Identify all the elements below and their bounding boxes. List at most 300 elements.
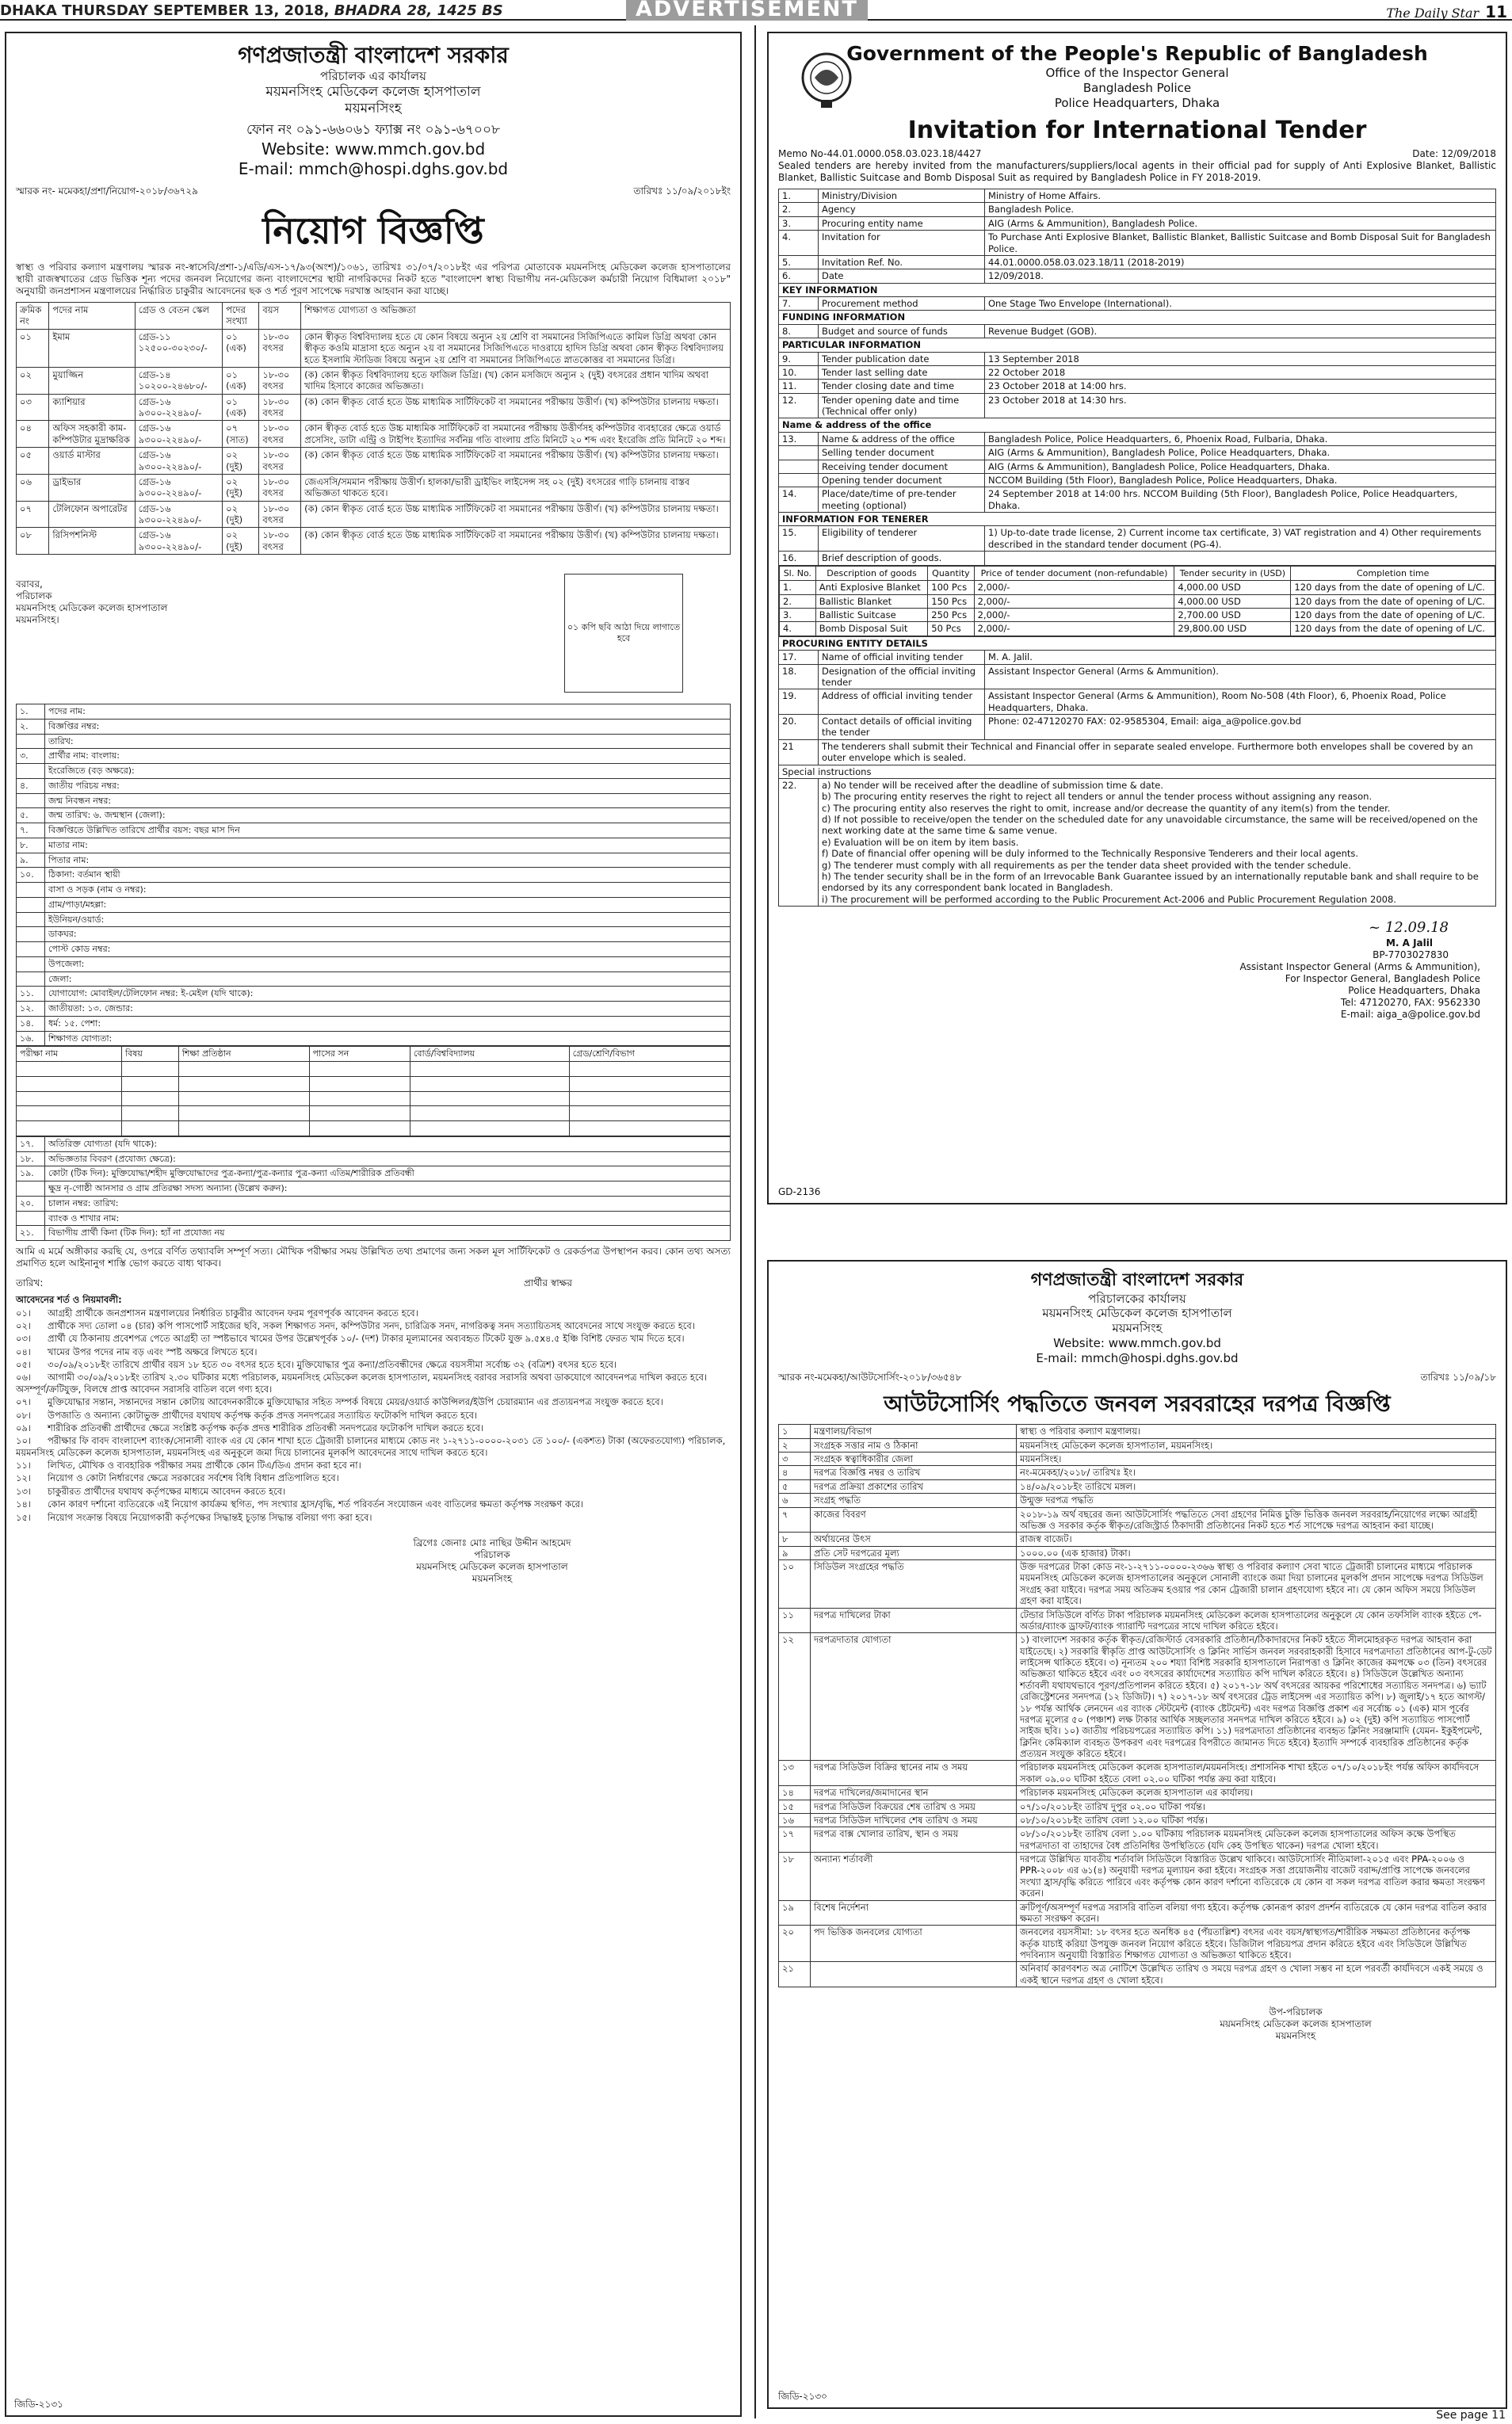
- goods-header: Tender security in (USD): [1174, 566, 1291, 581]
- posts-table: [16, 302, 731, 555]
- tender-cell: 21: [779, 739, 819, 765]
- tender-cell: 13.: [779, 432, 819, 445]
- tender-cell: Budget and source of funds: [819, 324, 985, 338]
- out-cell: ১৪: [779, 1786, 811, 1800]
- post-row: [17, 329, 731, 367]
- left-office: পরিচালক এর কার্যালয়: [320, 69, 426, 83]
- post-cell: ইমাম: [49, 329, 135, 367]
- term-text: পরীক্ষার ফি বাবদ বাংলাদেশ ব্যাংক/সোনালী ব্যাংক এর যে কোন শাখা হতে ট্রেজারী চালানের মাধ্যমে কোড নং ১-২৭১১-০০০০-২০৩১ তে ১০০/- (একশত) টাকা (অফেরতযোগ্য) পরিচালক, ময়মনসিংহ মেডিকেল কলেজ হাসপাতাল, ময়মনসিংহ এর অনুকূলে জমা দিয়ে চালানের মূলকপি আবেদনের সাথে দাখিল করতে হবে।: [16, 1435, 726, 1458]
- term-item: [16, 1396, 731, 1407]
- goods-cell: 2.: [780, 594, 816, 608]
- out-row: [779, 1962, 1496, 1987]
- goods-header: Quantity: [928, 566, 974, 581]
- form-field: জন্ম তারিখ: ৬. জন্মস্থান (জেলা):: [45, 808, 731, 823]
- post-row: [17, 474, 731, 501]
- out-row: [779, 1633, 1496, 1761]
- tender-cell: Tender publication date: [819, 352, 985, 365]
- education-row: [17, 1062, 731, 1077]
- tender-cell: 5.: [779, 255, 819, 269]
- term-item: [16, 1359, 731, 1370]
- tender-gd: GD-2136: [778, 1186, 821, 1197]
- term-text: মুক্তিযোদ্ধার সন্তান, সন্তানদের সন্তান কোটায় আবেদনকারীকে মুক্তিযোদ্ধার সহিত সম্পর্ক বিষয়ে মেয়র/ওয়ার্ড কাউন্সিলর/ইউপি চেয়ারম্যান এর প্রত্যয়নপত্র সংযুক্ত করতে হবে।: [48, 1396, 663, 1408]
- form-num: [17, 897, 45, 912]
- out-cell: ময়মনসিংহ মেডিকেল কলেজ হাসপাতাল, ময়মনসিংহ।: [1017, 1438, 1496, 1452]
- post-cell: ০৬: [17, 474, 49, 501]
- out-row: [779, 1533, 1496, 1546]
- tender-row: [779, 446, 1496, 460]
- term-item: [16, 1422, 731, 1433]
- posts-header: ক্রমিক নং: [17, 303, 49, 330]
- post-cell: ০১ (এক): [223, 329, 259, 367]
- left-email: E-mail: mmch@hospi.dghs.gov.bd: [238, 158, 509, 178]
- tender-section: FUNDING INFORMATION: [779, 311, 1496, 324]
- out-row: [779, 1546, 1496, 1559]
- out-cell: দরপত্রে উল্লিখিত যাবতীয় শর্তাবলি সিডিউলে বিস্তারিত উল্লেখ থাকিবে। আউটসোর্সিং নীতিমালা-২০১৫ এবং PPA-২০০৬ ও PPR-২০০৮ এর ৬১(৪) অনুযায়ী দরপত্র মূল্যায়ন করা হইবে। সংগ্রহক সত্তা প্রয়োজনীয় বাজেট বরাদ্দ/প্রাপ্তি সাপেক্ষে জনবলের সংখ্যা হ্রাস/বৃদ্ধি করিতে পারিবে এবং কর্তৃপক্ষ কোন কারণ দর্শানো ব্যতিরেকে যে কোন বা সকল দরপত্র বাতিল করার ক্ষমতা সংরক্ষণ করেন।: [1017, 1853, 1496, 1901]
- page-number: 11: [1485, 2, 1507, 21]
- post-cell: ০২ (দুই): [223, 474, 259, 501]
- instruction-item: c) The procuring entity also reserves the right to omit, increase and/or decrease the quantity of any item(s) from the tender.: [822, 802, 1391, 814]
- term-num: ১১।: [16, 1460, 32, 1471]
- tender-cell: Agency: [819, 203, 985, 216]
- post-cell: ১৮-৩০ বৎসর: [259, 474, 301, 501]
- tender-cell: 9.: [779, 352, 819, 365]
- goods-row: [780, 594, 1495, 608]
- terms-section: আবেদনের শর্ত ও নিয়মাবলী: ০১। আগ্রহী প্রার্থীকে জনপ্রশাসন মন্ত্রণালয়ের নির্ধারিত চাকুরীর আবেদন ফরম পূরণপূর্বক আবেদন করতে হবে। ০২। প্রার্থীকে সদ্য তোলা ০৪ (চার) কপি পাসপোর্ট সাইজের ছবি, সকল শিক্ষাগত সনদ, কম্পিউটার সনদ, চারিত্রিক সনদ, নাগরিকত্ব সনদ সত্যায়িতসহ আবেদনের সাথে সংযুক্ত করতে হবে। ০৩। প্রার্থী যে ঠিকানায় প্রবেশপত্র পেতে আগ্রহী তা স্পষ্টভাবে খামের উপর উল্লেখপূর্বক ১০/- (দশ) টাকার মূল্যমানের অব্যবহৃত টিকেট যুক্ত ৯.৫x৪.৫ ইঞ্চি বিশিষ্ট ফেরত খাম দিতে হবে। ০৪। খামের উপর পদের নাম বড় এবং স্পষ্ট অক্ষরে লিখতে হবে। ০৫। ৩০/০৯/২০১৮ইং তারিখে প্রার্থীর বয়স ১৮ হতে ৩০ বৎসর হতে হবে। মুক্তিযোদ্ধার পুত্র কন্যা/প্রতিবন্ধীদের ক্ষেত্রে বয়সসীমা সর্বোচ্চ ৩২ (বত্রিশ) বৎসর হতে হবে। ০৬। আগামী ৩০/০৯/২০১৮ইং তারিখ ২.৩০ ঘটিকার মধ্যে পরিচালক, ময়মনসিংহ মেডিকেল কলেজ হাসপাতাল, ময়মনসিংহ বরাবর সরাসরি অথবা ডাকযোগে আবেদনপত্র দাখিল করতে হবে। অসম্পূর্ণ/ক্রটিযুক্ত, বিলম্বে প্রাপ্ত আবেদন সরাসরি বাতিল বলে গণ্য হবে। ০৭। মুক্তিযোদ্ধার সন্তান, সন্তানদের সন্তান কোটায় আবেদনকারীকে মুক্তিযোদ্ধার সহিত সম্পর্ক বিষয়ে মেয়র/ওয়ার্ড কাউন্সিলর/ইউপি চেয়ারম্যান এর প্রত্যয়নপত্র সংযুক্ত করতে হবে। ০৮। উপজাতি ও অন্যান্য কোটাভুক্ত প্রার্থীদের যথাযথ কর্তৃপক্ষ কর্তৃক প্রদত্ত সনদপত্রের সত্যায়িত ফটোকপি দাখিল করতে হবে। ০৯। শারীরিক প্রতিবন্ধী প্রার্থীদের ক্ষেত্রে সংশ্লিষ্ট কর্তৃপক্ষ কর্তৃক প্রদত্ত শারীরিক প্রতিবন্ধী সনদপত্রের ফটোকপি দাখিল করতে হবে। ১০। পরীক্ষার ফি বাবদ বাংলাদেশ ব্যাংক/সোনালী ব্যাংক এর যে কোন শাখা হতে ট্রেজারী চালানের মাধ্যমে কোড নং ১-২৭১১-০০০০-২০৩১ তে ১০০/- (একশত) টাকা (অফেরতযোগ্য) পরিচালক, ময়মনসিংহ মেডিকেল কলেজ হাসপাতাল, ময়মনসিংহ এর অনুকূলে জমা দিয়ে চালানের মূলকপি আবেদনের সাথে দাখিল করতে হবে। ১১। লিখিত, মৌখিক ও ব্যবহারিক পরীক্ষার সময় প্রার্থীকে কোন টিএ/ডিএ প্রদান করা হবে না। ১২। নিয়োগ ও কোটা নির্ধারণের ক্ষেত্রে সরকারের সর্বশেষ বিধি বিধান প্রতিপালিত হবে। ১৩। চাকুরীরত প্রার্থীদের যথাযথ কর্তৃপক্ষের মাধ্যমে আবেদন করতে হবে। ১৪। কোন কারণ দর্শানো ব্যতিরেকে এই নিয়োগ কার্যক্রম স্থগিত, পদ সংখ্যার হ্রাস/বৃদ্ধি, শর্ত পরিবর্তন সংযোজন এবং বাতিলের ক্ষমতা কর্তৃপক্ষ সংরক্ষণ করে। ১৫। নিয়োগ সংক্রান্ত বিষয়ে নিয়োগকারী কর্তৃপক্ষের সিদ্ধান্তই চূড়ান্ত সিদ্ধান্ত বলিয়া গণ্য করা হবে।: [16, 1294, 731, 1523]
- form-row: [17, 912, 731, 927]
- term-num: ০৩।: [16, 1333, 32, 1345]
- tender-title: Invitation for International Tender: [907, 116, 1367, 144]
- out-city: ময়মনসিংহ: [1112, 1321, 1163, 1335]
- post-cell: ০১ (এক): [223, 394, 259, 421]
- tender-cell: AIG (Arms & Ammunition), Bangladesh Police, Police Headquarters, Dhaka.: [985, 460, 1496, 473]
- term-item: [16, 1460, 731, 1471]
- tender-cell: Selling tender document: [819, 446, 985, 460]
- form-row: [17, 1136, 731, 1151]
- edu-header: শিক্ষা প্রতিষ্ঠান: [178, 1047, 309, 1062]
- form-num: ২.: [17, 719, 45, 734]
- tender-row: [779, 365, 1496, 379]
- posts-header: পদের নাম: [49, 303, 135, 330]
- tender-row: [779, 216, 1496, 230]
- goods-cell: 150 Pcs: [928, 594, 974, 608]
- out-signature: উপ-পরিচালক ময়মনসিংহ মেডিকেল কলেজ হাসপাতাল ময়মনসিংহ: [1220, 2006, 1372, 2042]
- tender-cell: Procuring entity name: [819, 216, 985, 230]
- out-email: E-mail: mmch@hospi.dghs.gov.bd: [1036, 1350, 1239, 1365]
- form-num: ৩.: [17, 749, 45, 764]
- post-row: [17, 394, 731, 421]
- tender-cell: [779, 446, 819, 460]
- out-cell: ১৪/০৯/২০১৮ইং তারিখে মঙ্গল।: [1017, 1479, 1496, 1493]
- post-cell: ওয়ার্ড মাস্টার: [49, 448, 135, 475]
- posts-header: বয়স: [259, 303, 301, 330]
- left-city: ময়মনসিংহ: [345, 101, 402, 116]
- form-num: ৮.: [17, 838, 45, 853]
- post-cell: (ক) কোন স্বীকৃত বোর্ড হতে উচ্চ মাধ্যমিক সার্টিফিকেট বা সমমানের পরীক্ষায় উত্তীর্ণ। (খ) কম্পিউটার চালনায় দক্ষতা।: [301, 448, 731, 475]
- tender-row: [779, 487, 1496, 513]
- form-row: [17, 734, 731, 749]
- form-field: পিতার নাম:: [45, 853, 731, 868]
- out-cell: ১০০০.০০ (এক হাজার) টাকা।: [1017, 1546, 1496, 1559]
- form-num: ১১.: [17, 987, 45, 1002]
- out-row: [779, 1507, 1496, 1533]
- tender-row: [779, 460, 1496, 473]
- out-cell: উন্মুক্ত দরপত্র পদ্ধতি: [1017, 1494, 1496, 1507]
- tender-cell: 10.: [779, 365, 819, 379]
- tender-section: KEY INFORMATION: [779, 283, 1496, 296]
- out-row: [779, 1560, 1496, 1609]
- tender-cell: AIG (Arms & Ammunition), Bangladesh Police, Police Headquarters, Dhaka.: [985, 446, 1496, 460]
- tender-row: [779, 715, 1496, 740]
- tender-row: [779, 203, 1496, 216]
- term-text: নিয়োগ সংক্রান্ত বিষয়ে নিয়োগকারী কর্তৃপক্ষের সিদ্ধান্তই চূড়ান্ত সিদ্ধান্ত বলিয়া গণ্য করা হবে।: [48, 1511, 372, 1523]
- tender-gov: Government of the People's Republic of Bangladesh: [846, 42, 1428, 65]
- out-cell: ০৮/১০/২০১৮ইং তারিখ বেলা ১২.০০ ঘটিকা পর্যন্ত।: [1017, 1813, 1496, 1827]
- post-cell: (ক) কোন স্বীকৃত বোর্ড হতে উচ্চ মাধ্যমিক সার্টিফিকেট বা সমমানের পরীক্ষায় উত্তীর্ণ। (খ) কম্পিউটার চালনায় দক্ষতা।: [301, 394, 731, 421]
- instruction-item: a) No tender will be received after the deadline of submission time & date.: [822, 779, 1164, 791]
- instruction-item: i) The procurement will be performed according to the Public Procurement Act-2006 and Public Procurement Regulation 2008.: [822, 893, 1396, 905]
- goods-row: [780, 609, 1495, 622]
- form-num: [17, 972, 45, 987]
- tender-cell: Bangladesh Police, Police Headquarters, 6, Phoenix Road, Fulbaria, Dhaka.: [985, 432, 1496, 445]
- tender-hq: Police Headquarters, Dhaka: [1054, 95, 1220, 110]
- form-row: [17, 704, 731, 720]
- tender-cell: Address of official inviting tender: [819, 689, 985, 715]
- post-cell: ১৮-৩০ বৎসর: [259, 367, 301, 394]
- out-cell: সিডিউল সংগ্রহের পদ্ধতি: [811, 1560, 1017, 1609]
- term-text: চাকুরীরত প্রার্থীদের যথাযথ কর্তৃপক্ষের মাধ্যমে আবেদন করতে হবে।: [48, 1485, 286, 1497]
- tender-memo-row: Memo No-44.01.0000.058.03.023.18/4427 Date: 12/09/2018: [778, 148, 1496, 159]
- post-cell: গ্রেড-১৬ ৯৩০০-২২৪৯০/-: [135, 528, 222, 555]
- addressee-line: ময়মনসিংহ।: [16, 614, 59, 626]
- tender-row: [779, 255, 1496, 269]
- goods-cell: 3.: [780, 609, 816, 622]
- out-row: [779, 1452, 1496, 1466]
- form-row: [17, 778, 731, 793]
- out-cell: দরপত্র সিডিউল বিক্রয়ের শেষ তারিখ ও সময়: [811, 1800, 1017, 1813]
- section-label: ADVERTISEMENT: [626, 0, 868, 21]
- tender-cell: [779, 460, 819, 473]
- form-field: ইউনিয়ন/ওয়ার্ড:: [45, 912, 731, 927]
- post-cell: গ্রেড-১৪ ১০২০০-২৪৬৮০/-: [135, 367, 222, 394]
- form-field: ঠিকানা: বর্তমান স্থায়ী: [45, 868, 731, 883]
- out-cell: মন্ত্রণালয়/বিভাগ: [811, 1425, 1017, 1438]
- form-row: [17, 1166, 731, 1181]
- post-cell: ০১ (এক): [223, 367, 259, 394]
- form-row: [17, 838, 731, 853]
- tender-cell: [985, 552, 1496, 565]
- term-item: [16, 1372, 731, 1395]
- term-num: ১০।: [16, 1435, 32, 1447]
- term-text: উপজাতি ও অন্যান্য কোটাভুক্ত প্রার্থীদের যথাযথ কর্তৃপক্ষ কর্তৃক প্রদত্ত সনদপত্রের সত্যায়িত ফটোকপি দাখিল করতে হবে।: [48, 1409, 478, 1421]
- out-cell: ২০১৮-১৯ অর্থ বছরের জন্য আউটসোর্সিং পদ্ধতিতে সেবা গ্রহণের নিমিত্ত চুক্তি ভিত্তিক জনবল সরবরাহ/নিয়োগের লক্ষ্যে আগ্রহী অভিজ্ঞ ও সরকার কর্তৃক স্বীকৃত/রেজিস্ট্রার্ড ঠিকাদারী প্রতিষ্ঠানের নিকট হতে শর্ত সাপেক্ষে দরপত্র আহবান করা যাচ্ছে।: [1017, 1507, 1496, 1533]
- out-cell: দরপত্র দাখিলের/জমাদানের স্থান: [811, 1786, 1017, 1800]
- tender-cell: One Stage Two Envelope (International).: [985, 297, 1496, 311]
- out-row: [779, 1425, 1496, 1438]
- form-field: জেলা:: [45, 972, 731, 987]
- term-num: ১৫।: [16, 1511, 32, 1523]
- post-cell: ১৮-৩০ বৎসর: [259, 448, 301, 475]
- out-cell: টেন্ডার সিডিউলে বর্ণিত টাকা পরিচালক ময়মনসিংহ মেডিকেল কলেজ হাসপাতালের অনুকূলে যে কোন তফসিলি ব্যাংক হইতে পে-অর্ডার/ব্যাংক ড্রাফট/ব্যাংক গ্যারান্টি দরপত্রের সাথে দাখিল করিতে হইবে।: [1017, 1608, 1496, 1633]
- out-cell: ৬: [779, 1494, 811, 1507]
- out-cell: পরিচালক ময়মনসিংহ মেডিকেল কলেজ হাসপাতাল/ময়মনসিংহ। প্রশাসনিক শাখা হইতে ০৭/১০/২০১৮ইং পর্যন্ত অফিস কার্যদিবসে সকাল ০৯.০০ ঘটিকা হইতে বেলা ০২.০০ ঘটিকা পর্যন্ত ক্রয় করা যাইবে।: [1017, 1761, 1496, 1786]
- term-num: ০৯।: [16, 1422, 32, 1433]
- tender-cell: Tender last selling date: [819, 365, 985, 379]
- tender-row: [779, 664, 1496, 689]
- term-text: ৩০/০৯/২০১৮ইং তারিখে প্রার্থীর বয়স ১৮ হতে ৩০ বৎসর হতে হবে। মুক্তিযোদ্ধার পুত্র কন্যা/প্রতিবন্ধীদের ক্ষেত্রে বয়সসীমা সর্বোচ্চ ৩২ (বত্রিশ) বৎসর হতে হবে।: [48, 1359, 617, 1370]
- post-cell: (ক) কোন স্বীকৃত বোর্ড হতে উচ্চ মাধ্যমিক সার্টিফিকেট বা সমমানের পরীক্ষায় উত্তীর্ণ। (খ) কম্পিউটার চালনায় দক্ষতা।: [301, 501, 731, 528]
- tender-cell: 11.: [779, 380, 819, 393]
- post-cell: ১৮-৩০ বৎসর: [259, 421, 301, 448]
- posts-header: শিক্ষাগত যোগ্যতা ও অভিজ্ঞতা: [301, 303, 731, 330]
- edu-header: গ্রেড/শ্রেণি/বিভাগ: [569, 1047, 730, 1062]
- posts-header: গ্রেড ও বেতন স্কেল: [135, 303, 222, 330]
- out-row: [779, 1466, 1496, 1479]
- post-cell: ০২ (দুই): [223, 528, 259, 555]
- tender-cell: Ministry/Division: [819, 189, 985, 203]
- goods-cell: 120 days from the date of opening of L/C.: [1291, 594, 1495, 608]
- out-cell: অন্যান্য শর্তাবলী: [811, 1853, 1017, 1901]
- form-row: [17, 749, 731, 764]
- out-cell: ১৩: [779, 1761, 811, 1786]
- tender-cell: Procurement method: [819, 297, 985, 311]
- post-cell: গ্রেড-১৬ ৯৩০০-২২৪৯০/-: [135, 448, 222, 475]
- form-num: ২১.: [17, 1226, 45, 1241]
- tender-cell: Assistant Inspector General (Arms & Ammunition).: [985, 664, 1496, 689]
- tender-cell: 23 October 2018 at 14:00 hrs.: [985, 380, 1496, 393]
- out-cell: অনিবার্য কারণবশত অত্র নোটিশে উল্লেখিত তারিখ ও সময়ে দরপত্র গ্রহণ ও খোলা সম্ভব না হলে পরবর্তী কার্যদিবসে একই সময়ে ও একই স্থানে দরপত্র গ্রহণ ও খোলা হইবে।: [1017, 1962, 1496, 1987]
- post-cell: ১৮-৩০ বৎসর: [259, 501, 301, 528]
- form-num: [17, 1181, 45, 1197]
- term-num: ০১।: [16, 1307, 32, 1319]
- form-field: ডাকঘর:: [45, 927, 731, 942]
- post-cell: (ক) কোন স্বীকৃত বিশ্ববিদ্যালয় হতে ফাজিল ডিগ্রি। (খ) কোন মসজিদে অন্যুন ২ (দুই) বৎসরের প্রধান খাদিম অথবা খাদিম হিসাবে কাজের অভিজ্ঞতা।: [301, 367, 731, 394]
- post-cell: ১৮-৩০ বৎসর: [259, 528, 301, 555]
- out-memo-row: স্মারক নং-মমেকহা/আউটসোর্সিং-২০১৮/৩৬৫৪৮ তারিখঃ ১১/০৯/১৮: [778, 1372, 1496, 1384]
- out-office: পরিচালকের কার্যালয়: [1088, 1291, 1186, 1306]
- tender-cell: Contact details of official inviting the tender: [819, 715, 985, 740]
- form-row: [17, 793, 731, 808]
- tender-row: [779, 297, 1496, 311]
- education-table: [16, 1046, 731, 1136]
- goods-header: Sl. No.: [780, 566, 816, 581]
- tender-cell: 23 October 2018 at 14:30 hrs.: [985, 393, 1496, 418]
- issue-date: DHAKA THURSDAY SEPTEMBER 13, 2018, BHADRA 28, 1425 BS: [0, 2, 503, 19]
- goods-cell: Bomb Disposal Suit: [815, 622, 928, 636]
- out-cell: পদ ভিত্তিক জনবলের যোগ্যতা: [811, 1926, 1017, 1962]
- form-num: ১৪.: [17, 1016, 45, 1031]
- form-num: ৪.: [17, 778, 45, 793]
- post-cell: ০৪: [17, 421, 49, 448]
- out-cell: ০৭/১০/২০১৮ইং তারিখ দুপুর ০২.০০ ঘটিকা পর্যন্ত।: [1017, 1800, 1496, 1813]
- out-cell: জনবলের বয়সসীমা: ১৮ বৎসর হতে অনধিক ৪৫ (পঁয়তাল্লিশ) বৎসর এবং বয়স/স্বাস্থ্যগত/শারীরিক সক্ষমতা প্রতিষ্ঠানের কর্তৃপক্ষ কর্তৃক যাচাই করিয়া উপযুক্ত জনবল নিয়োগ করিতে হইবে। ডিজিটাল পরিচয়পত্র প্রদান করিতে হইবে এবং সিডিউলে উল্লিখিত পদবিন্যাস অনুযায়ী বিস্তারিত শিক্ষাগত যোগ্যতা ও অভিজ্ঞতা থাকিতে হইবে।: [1017, 1926, 1496, 1962]
- form-field: শিক্ষাগত যোগ্যতা:: [45, 1031, 731, 1046]
- out-cell: দরপত্রদাতার যোগ্যতা: [811, 1633, 1017, 1761]
- tender-cell: 8.: [779, 324, 819, 338]
- tender-row: [779, 393, 1496, 418]
- form-num: [17, 927, 45, 942]
- form-field: বিজ্ঞপ্তির নম্বর:: [45, 719, 731, 734]
- out-cell: রাজস্ব বাজেট।: [1017, 1533, 1496, 1546]
- left-hospital: ময়মনসিংহ মেডিকেল কলেজ হাসপাতাল: [265, 83, 481, 100]
- goods-cell: 4,000.00 USD: [1174, 581, 1291, 594]
- term-text: আগামী ৩০/০৯/২০১৮ইং তারিখ ২.৩০ ঘটিকার মধ্যে পরিচালক, ময়মনসিংহ মেডিকেল কলেজ হাসপাতাল, ময়মনসিংহ বরাবর সরাসরি অথবা ডাকযোগে আবেদনপত্র দাখিল করতে হবে। অসম্পূর্ণ/ক্রটিযুক্ত, বিলম্বে প্রাপ্ত আবেদন সরাসরি বাতিল বলে গণ্য হবে।: [16, 1372, 708, 1395]
- form-num: [17, 912, 45, 927]
- form-field: ইংরেজিতে (বড় অক্ষরে):: [45, 764, 731, 779]
- form-num: ২০.: [17, 1196, 45, 1211]
- tender-cell: Name of official inviting tender: [819, 651, 985, 664]
- left-memo-row: [16, 185, 731, 197]
- tender-cell: Ministry of Home Affairs.: [985, 189, 1496, 203]
- paper-name: The Daily Star 11: [1386, 2, 1507, 21]
- out-cell: দরপত্র প্রক্রিয়া প্রকাশের তারিখ: [811, 1479, 1017, 1493]
- goods-table: [779, 566, 1495, 636]
- out-cell: সংগ্রহক সত্তার নাম ও ঠিকানা: [811, 1438, 1017, 1452]
- out-website: Website: www.mmch.gov.bd: [1053, 1335, 1221, 1350]
- goods-cell: Ballistic Blanket: [815, 594, 928, 608]
- form-row: [17, 942, 731, 957]
- tender-cell: M. A. Jalil.: [985, 651, 1496, 664]
- instruction-item: d) If not possible to receive/open the tender on the scheduled date for any unavoidable circumstance, the same will be received/opened on the next working date at the same time & same venue.: [822, 814, 1478, 837]
- left-phone: ফোন নং ০৯১-৬৬০৬১ ফ্যাক্স নং ০৯১-৬৭০০৮: [246, 122, 501, 139]
- form-field: যোগাযোগ: মোবাইল/টেলিফোন নম্বর: ই-মেইল (যদি থাকে):: [45, 987, 731, 1002]
- out-cell: ১: [779, 1425, 811, 1438]
- out-cell: ৪: [779, 1466, 811, 1479]
- out-cell: ১৯: [779, 1900, 811, 1926]
- goods-cell: 250 Pcs: [928, 609, 974, 622]
- out-cell: ১৭: [779, 1827, 811, 1853]
- term-text: আগ্রহী প্রার্থীকে জনপ্রশাসন মন্ত্রণালয়ের নির্ধারিত চাকুরীর আবেদন ফরম পূরণপূর্বক আবেদন করতে হবে।: [48, 1307, 418, 1319]
- form-num: [17, 1211, 45, 1226]
- goods-cell: 2,700.00 USD: [1174, 609, 1291, 622]
- form-num: ১৯.: [17, 1166, 45, 1181]
- term-text: কোন কারণ দর্শানো ব্যতিরেকে এই নিয়োগ কার্যক্রম স্থগিত, পদ সংখ্যার হ্রাস/বৃদ্ধি, শর্ত পরিবর্তন সংযোজন এবং বাতিলের ক্ষমতা কর্তৃপক্ষ সংরক্ষণ করে।: [48, 1498, 584, 1510]
- term-num: ১৪।: [16, 1498, 32, 1510]
- goods-row: [780, 581, 1495, 594]
- term-num: ০২।: [16, 1319, 32, 1331]
- out-row: [779, 1926, 1496, 1962]
- tender-row: [779, 473, 1496, 487]
- tender-cell: 3.: [779, 216, 819, 230]
- goods-header: Description of goods: [815, 566, 928, 581]
- post-row: [17, 421, 731, 448]
- tender-cell: 1.: [779, 189, 819, 203]
- tender-cell: 18.: [779, 664, 819, 689]
- tender-cell: AIG (Arms & Ammunition), Bangladesh Police.: [985, 216, 1496, 230]
- form-field: জাতীয়তা: ১৩. জেন্ডার:: [45, 1002, 731, 1017]
- tender-cell: Date: [819, 269, 985, 283]
- goods-cell: 29,800.00 USD: [1174, 622, 1291, 636]
- post-cell: (ক) কোন স্বীকৃত বোর্ড হতে উচ্চ মাধ্যমিক সার্টিফিকেট বা সমমানের পরীক্ষায় উত্তীর্ণ। (খ) কম্পিউটার চালনায় দক্ষতা।: [301, 528, 731, 555]
- tender-row: [779, 526, 1496, 552]
- form-field: প্রার্থীর নাম: বাংলায়:: [45, 749, 731, 764]
- goods-cell: 50 Pcs: [928, 622, 974, 636]
- post-cell: ১৮-৩০ বৎসর: [259, 394, 301, 421]
- out-row: [779, 1813, 1496, 1827]
- form-row: [17, 1002, 731, 1017]
- out-cell: ২০: [779, 1926, 811, 1962]
- form-row: [17, 1016, 731, 1031]
- form-field: অভিজ্ঞতার বিবরণ (প্রযোজ্য ক্ষেত্রে):: [45, 1151, 731, 1166]
- goods-row: [780, 622, 1495, 636]
- form-row: [17, 853, 731, 868]
- tender-row: [779, 352, 1496, 365]
- instruction-item: g) The tenderer must comply with all requirements as per the tender data sheet provided with the tender schedule.: [822, 859, 1351, 871]
- form-row: [17, 823, 731, 838]
- out-cell: ক্রটিপূর্ণ/অসম্পূর্ণ দরপত্র সরাসরি বাতিল বলিয়া গণ্য হইবে। কর্তৃপক্ষ কোনরূপ কারণ প্রদর্শন ব্যতিরেকে যে কোন দরপত্র বাতিল করার ক্ষমতা সংরক্ষণ করেন।: [1017, 1900, 1496, 1926]
- tender-cell: 22 October 2018: [985, 365, 1496, 379]
- outsourcing-table: [778, 1424, 1496, 1987]
- tender-cell: Opening tender document: [819, 473, 985, 487]
- term-item: [16, 1472, 731, 1483]
- goods-cell: Anti Explosive Blanket: [815, 581, 928, 594]
- photo-box: ০১ কপি ছবি আঠা দিয়ে লাগাতে হবে: [564, 574, 683, 693]
- form-field: বিজ্ঞপ্তিতে উল্লিখিত তারিখে প্রার্থীর বয়স: বছর মাস দিন: [45, 823, 731, 838]
- tender-intro: Sealed tenders are hereby invited from the manufacturers/suppliers/local agents in their official pad for supply of Anti Explosive Blanket, Ballistic Blanket, Ballistic Suitcase and Bomb Disposal Suit as required by Bangladesh Police in FY 2018-2019.: [778, 160, 1496, 183]
- form-num: ১০.: [17, 868, 45, 883]
- tender-cell: 15.: [779, 526, 819, 552]
- out-cell: দরপত্র সিডিউল দাখিলের শেষ তারিখ ও সময়: [811, 1813, 1017, 1827]
- tender-cell: Name & address of the office: [819, 432, 985, 445]
- term-text: খামের উপর পদের নাম বড় এবং স্পষ্ট অক্ষরে লিখতে হবে।: [48, 1346, 258, 1357]
- addressee-line: বরাবর,: [16, 578, 43, 590]
- goods-cell: 1.: [780, 581, 816, 594]
- notice-title: নিয়োগ বিজ্ঞপ্তি: [262, 208, 484, 252]
- form-num: ৭.: [17, 823, 45, 838]
- out-cell: স্বাস্থ্য ও পরিবার কল্যাণ মন্ত্রণালয়।: [1017, 1425, 1496, 1438]
- application-form-2: [16, 1136, 731, 1241]
- tender-cell: 17.: [779, 651, 819, 664]
- term-item: [16, 1346, 731, 1357]
- form-row: [17, 764, 731, 779]
- left-memo: স্মারক নং- মমেকহা/প্রশা/নিয়োগ-২০১৮/৩৬৭২৯: [16, 185, 198, 197]
- out-cell: নং-মমেকহা/২০১৮/ তারিখঃ ইং।: [1017, 1466, 1496, 1479]
- post-cell: ০২ (দুই): [223, 501, 259, 528]
- edu-header: বোর্ড/বিশ্ববিদ্যালয়: [410, 1047, 569, 1062]
- out-cell: দরপত্র বাক্স খোলার তারিখ, স্থান ও সময়: [811, 1827, 1017, 1853]
- left-website: Website: www.mmch.gov.bd: [261, 139, 486, 158]
- education-row: [17, 1076, 731, 1091]
- form-field: অতিরিক্ত যোগ্যতা (যদি থাকে):: [45, 1136, 731, 1151]
- left-gd: জিডি-২১৩১: [14, 2399, 63, 2410]
- tender-cell: To Purchase Anti Explosive Blanket, Ballistic Blanket, Ballistic Suitcase and Bomb Disposal Suit for Bangladesh Police.: [985, 231, 1496, 256]
- tender-row: [779, 380, 1496, 393]
- tender-cell: The tenderers shall submit their Technical and Financial offer in separate sealed envelope. Furthermore both envelopes shall be covered by an outer envelope which is sealed.: [819, 739, 1496, 765]
- see-page: See page 11: [1436, 2408, 1506, 2422]
- tender-section: PARTICULAR INFORMATION: [779, 338, 1496, 352]
- post-cell: ক্যাশিয়ার: [49, 394, 135, 421]
- post-cell: ০৭ (সাত): [223, 421, 259, 448]
- tender-notice: [767, 32, 1507, 1204]
- out-cell: দরপত্র সিডিউল বিক্রির স্থানের নাম ও সময়: [811, 1761, 1017, 1786]
- form-row: [17, 1226, 731, 1241]
- tender-cell: 44.01.0000.058.03.023.18/11 (2018-2019): [985, 255, 1496, 269]
- form-num: [17, 734, 45, 749]
- out-cell: সংগ্রহ পদ্ধতি: [811, 1494, 1017, 1507]
- tender-row: [779, 269, 1496, 283]
- goods-cell: 4,000.00 USD: [1174, 594, 1291, 608]
- post-cell: কোন স্বীকৃত বোর্ড হতে উচ্চ মাধ্যমিক সার্টিফিকেট বা সমমানের পরীক্ষায় উত্তীর্ণসহ কম্পিউটার ব্যবহারের ক্ষেত্রে ওয়ার্ড প্রসেসিং, ডাটা এন্ট্রি ও টাইপিং ইত্যাদির সর্বনিম্ন গতি বাংলায় প্রতি মিনিটে ২০ শব্দ এবং ইংরেজি প্রতি মিনিটে ২০ শব্দ।: [301, 421, 731, 448]
- post-cell: গ্রেড-১৬ ৯৩০০-২২৪৯০/-: [135, 474, 222, 501]
- out-gd: জিডি-২১৩০: [778, 2391, 827, 2402]
- tender-cell: 4.: [779, 231, 819, 256]
- left-signature: ব্রিগেঃ জেনাঃ মোঃ নাছির উদ্দীন আহমেদ পরিচালক ময়মনসিংহ মেডিকেল কলেজ হাসপাতাল ময়মনসিংহ: [413, 1536, 571, 1584]
- tender-section: INFORMATION FOR TENERER: [779, 513, 1496, 526]
- tender-cell: Receiving tender document: [819, 460, 985, 473]
- out-row: [779, 1853, 1496, 1901]
- tender-cell: 19.: [779, 689, 819, 715]
- column-divider: [754, 25, 756, 2418]
- out-row: [779, 1608, 1496, 1633]
